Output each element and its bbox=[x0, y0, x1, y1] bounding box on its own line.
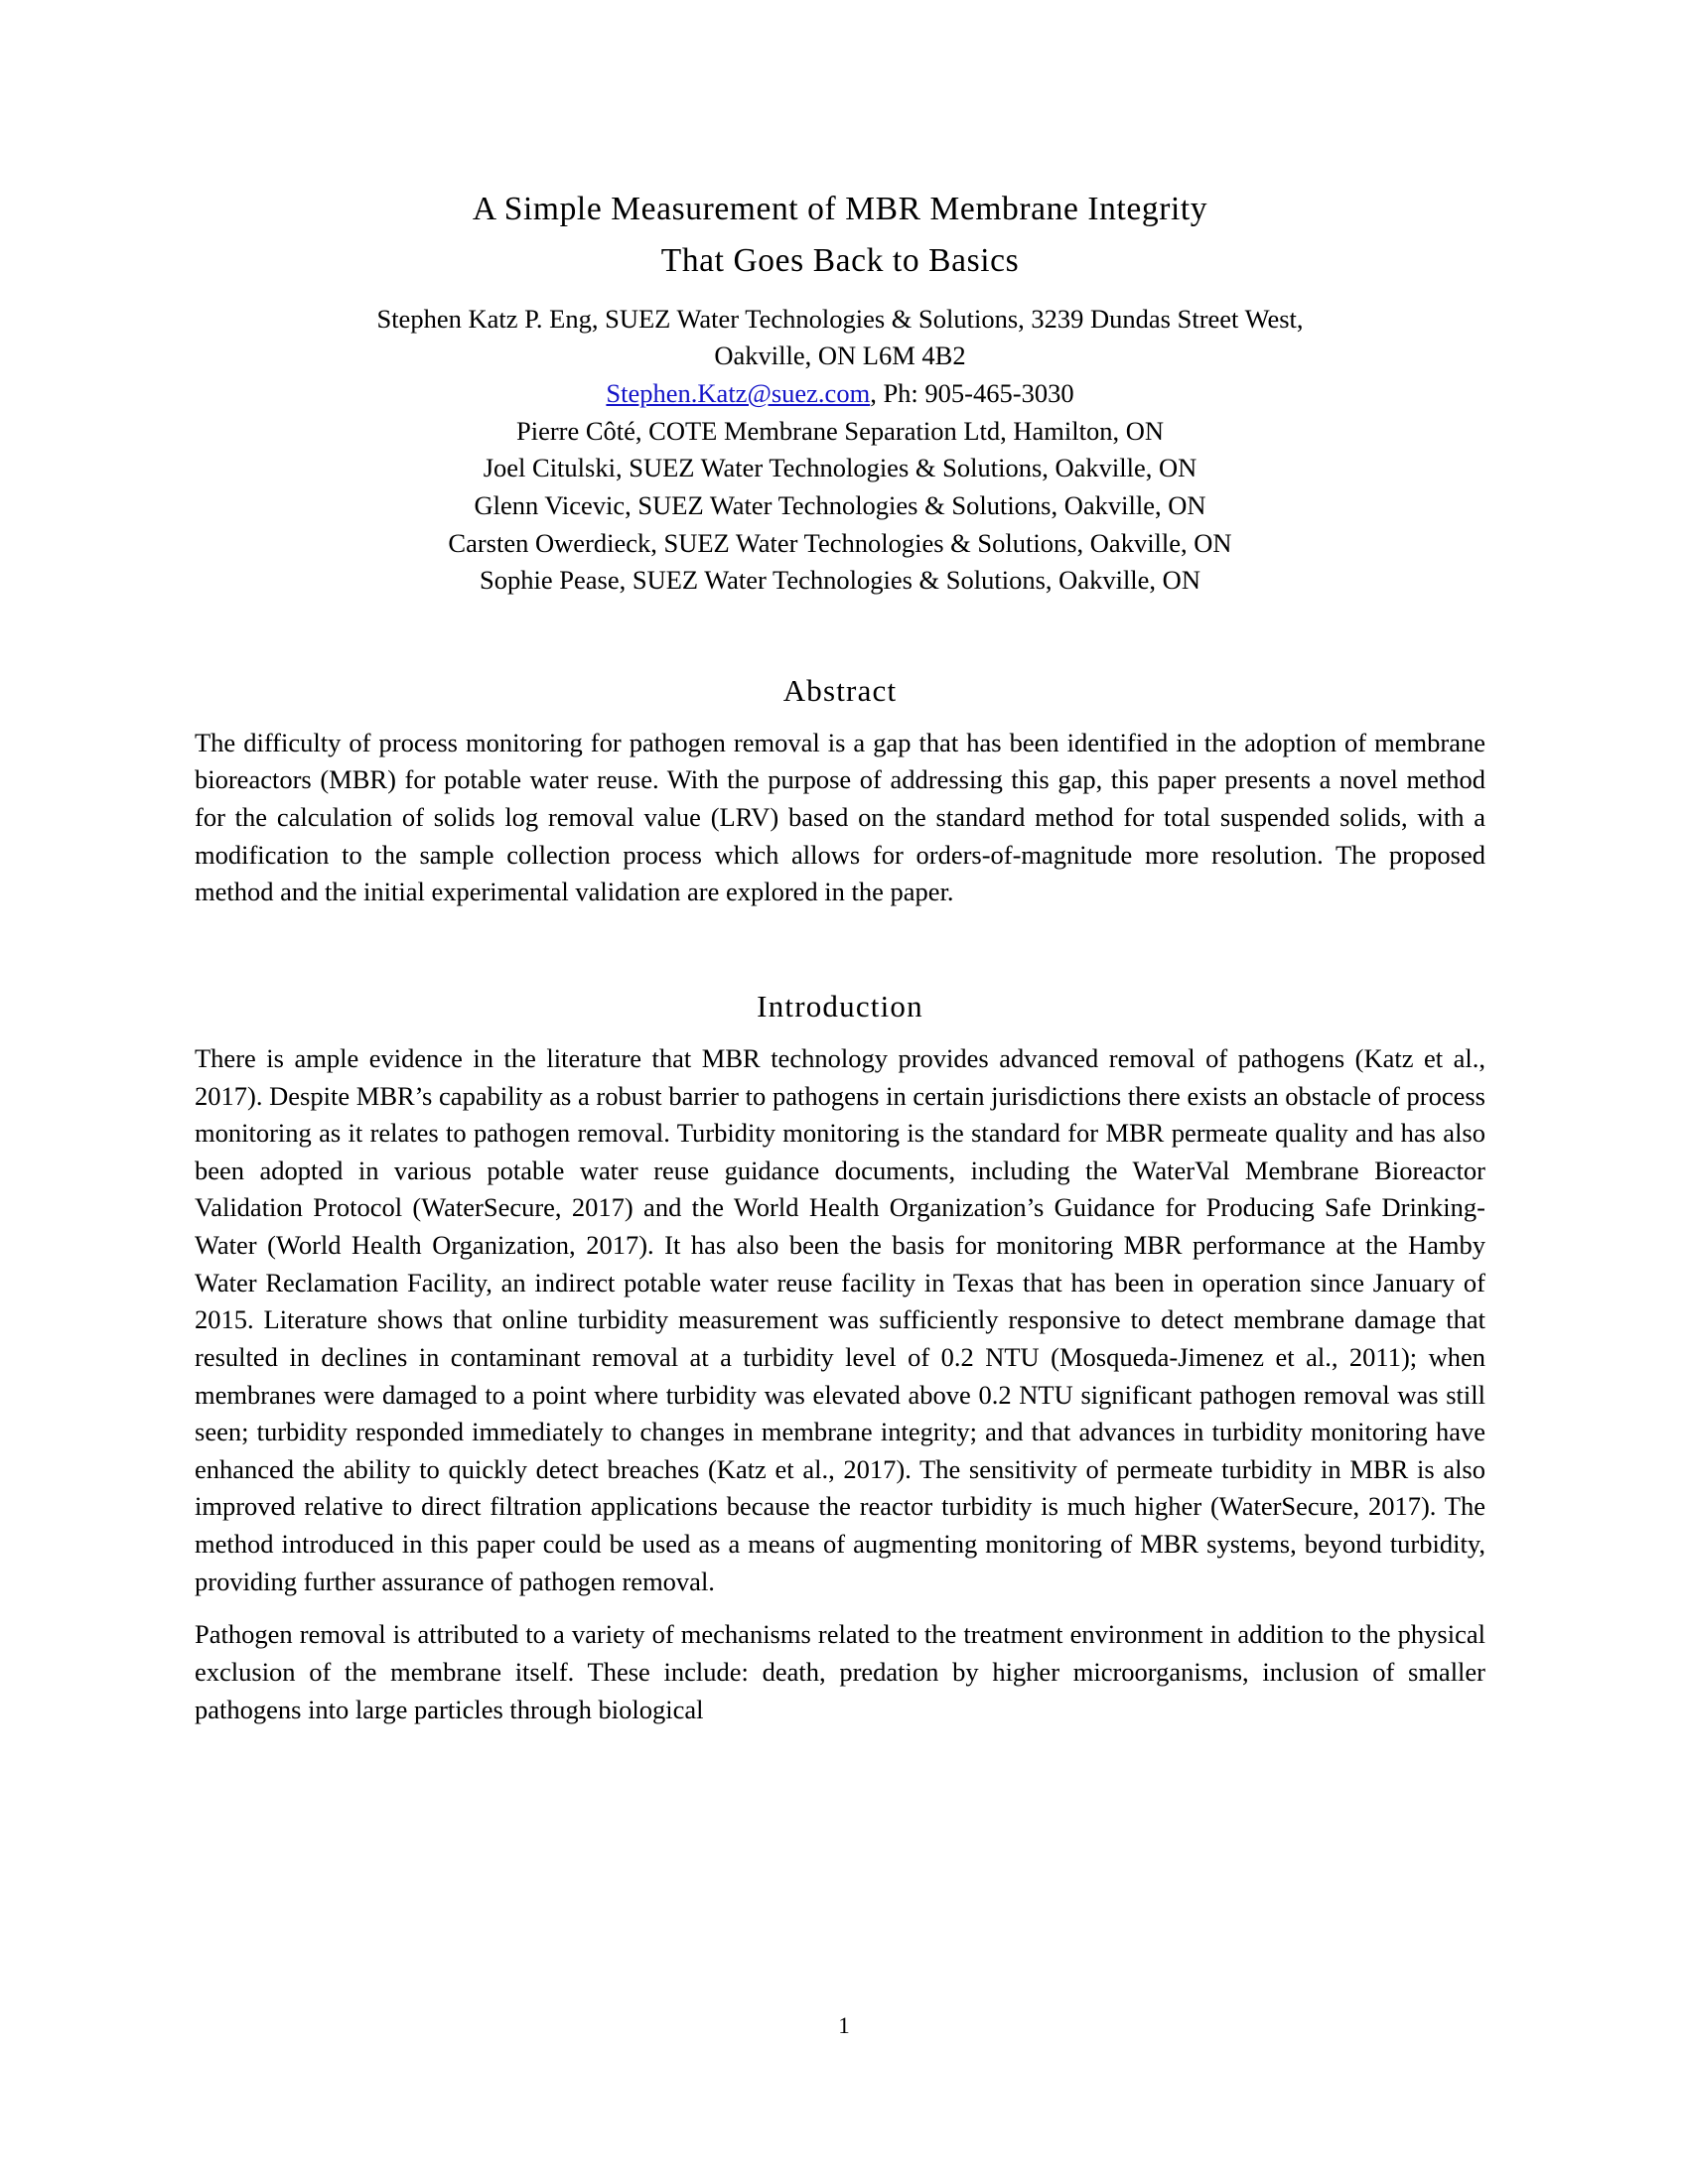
introduction-paragraph-1: There is ample evidence in the literature that MBR technology provides advanced removal of pathogens (Katz et al., 2017). Despite MBR’s capability as a robust barrier to pathogens in certain jurisdictions there exists an obstacle of process monitoring as it relates to pathogen removal. Turbidity monitoring is the standard for MBR permeate quality and has also been adopted in various potable water reuse guidance documents, including the WaterVal Membrane Bioreactor Validation Protocol (WaterSecure, 2017) and the World Health Organization’s Guidance for Producing Safe Drinking-Water (World Health Organization, 2017). It has also been the basis for monitoring MBR performance at the Hamby Water Reclamation Facility, an indirect potable water reuse facility in Texas that has been in operation since January of 2015. Literature shows that online turbidity measurement was sufficiently responsive to detect membrane damage that resulted in declines in contaminant removal at a turbidity level of 0.2 NTU (Mosqueda-Jimenez et al., 2011); when membranes were damaged to a point where turbidity was elevated above 0.2 NTU significant pathogen removal was still seen; turbidity responded immediately to changes in membrane integrity; and that advances in turbidity monitoring have enhanced the ability to quickly detect breaches (Katz et al., 2017). The sensitivity of permeate turbidity in MBR is also improved relative to direct filtration applications because the reactor turbidity is much higher (WaterSecure, 2017). The method introduced in this paper could be used as a means of augmenting monitoring of MBR systems, beyond turbidity, providing further assurance of pathogen removal. bbox=[195, 1042, 1485, 1596]
author-email-link[interactable]: Stephen.Katz@suez.com bbox=[606, 378, 871, 409]
author-line-1: Stephen Katz P. Eng, SUEZ Water Technologies & Solutions, 3239 Dundas Street West, bbox=[376, 303, 1304, 334]
author-line-8: Sophie Pease, SUEZ Water Technologies & Solutions, Oakville, ON bbox=[480, 565, 1200, 596]
abstract-heading: Abstract bbox=[782, 672, 898, 708]
document-content bbox=[195, 184, 1485, 1744]
author-line-6: Glenn Vicevic, SUEZ Water Technologies & Solutions, Oakville, ON bbox=[474, 489, 1206, 520]
abstract-paragraph: The difficulty of process monitoring for pathogen removal is a gap that has been identified in the adoption of membrane bioreactors (MBR) for potable water reuse. With the purpose of addressing this gap, this paper presents a novel method for the calculation of solids log removal value (LRV) based on the standard method for total suspended solids, with a modification to the sample collection process which allows for orders-of-magnitude more resolution. The proposed method and the initial experimental validation are explored in the paper. bbox=[195, 727, 1485, 907]
author-line-7: Carsten Owerdieck, SUEZ Water Technologies & Solutions, Oakville, ON bbox=[448, 527, 1232, 558]
author-block bbox=[195, 301, 1485, 600]
author-contact-line bbox=[195, 375, 1485, 413]
page-number: 1 bbox=[838, 2013, 850, 2038]
title-line-1: A Simple Measurement of MBR Membrane Integrity bbox=[472, 191, 1208, 227]
introduction-paragraph-2: Pathogen removal is attributed to a variety of mechanisms related to the treatment environment in addition to the physical exclusion of the membrane itself. These include: death, predation by higher microorganisms, inclusion of smaller pathogens into large particles through biological bbox=[195, 1619, 1485, 1724]
introduction-heading: Introduction bbox=[757, 988, 923, 1024]
title-line-2: That Goes Back to Basics bbox=[660, 241, 1020, 279]
author-line-5: Joel Citulski, SUEZ Water Technologies & Solutions, Oakville, ON bbox=[483, 453, 1197, 483]
author-phone: , Ph: 905-465-3030 bbox=[870, 378, 1074, 409]
author-line-4: Pierre Côté, COTE Membrane Separation Ltd, Hamilton, ON bbox=[515, 415, 1165, 446]
paper-title bbox=[195, 184, 1485, 287]
author-line-2: Oakville, ON L6M 4B2 bbox=[714, 341, 966, 371]
